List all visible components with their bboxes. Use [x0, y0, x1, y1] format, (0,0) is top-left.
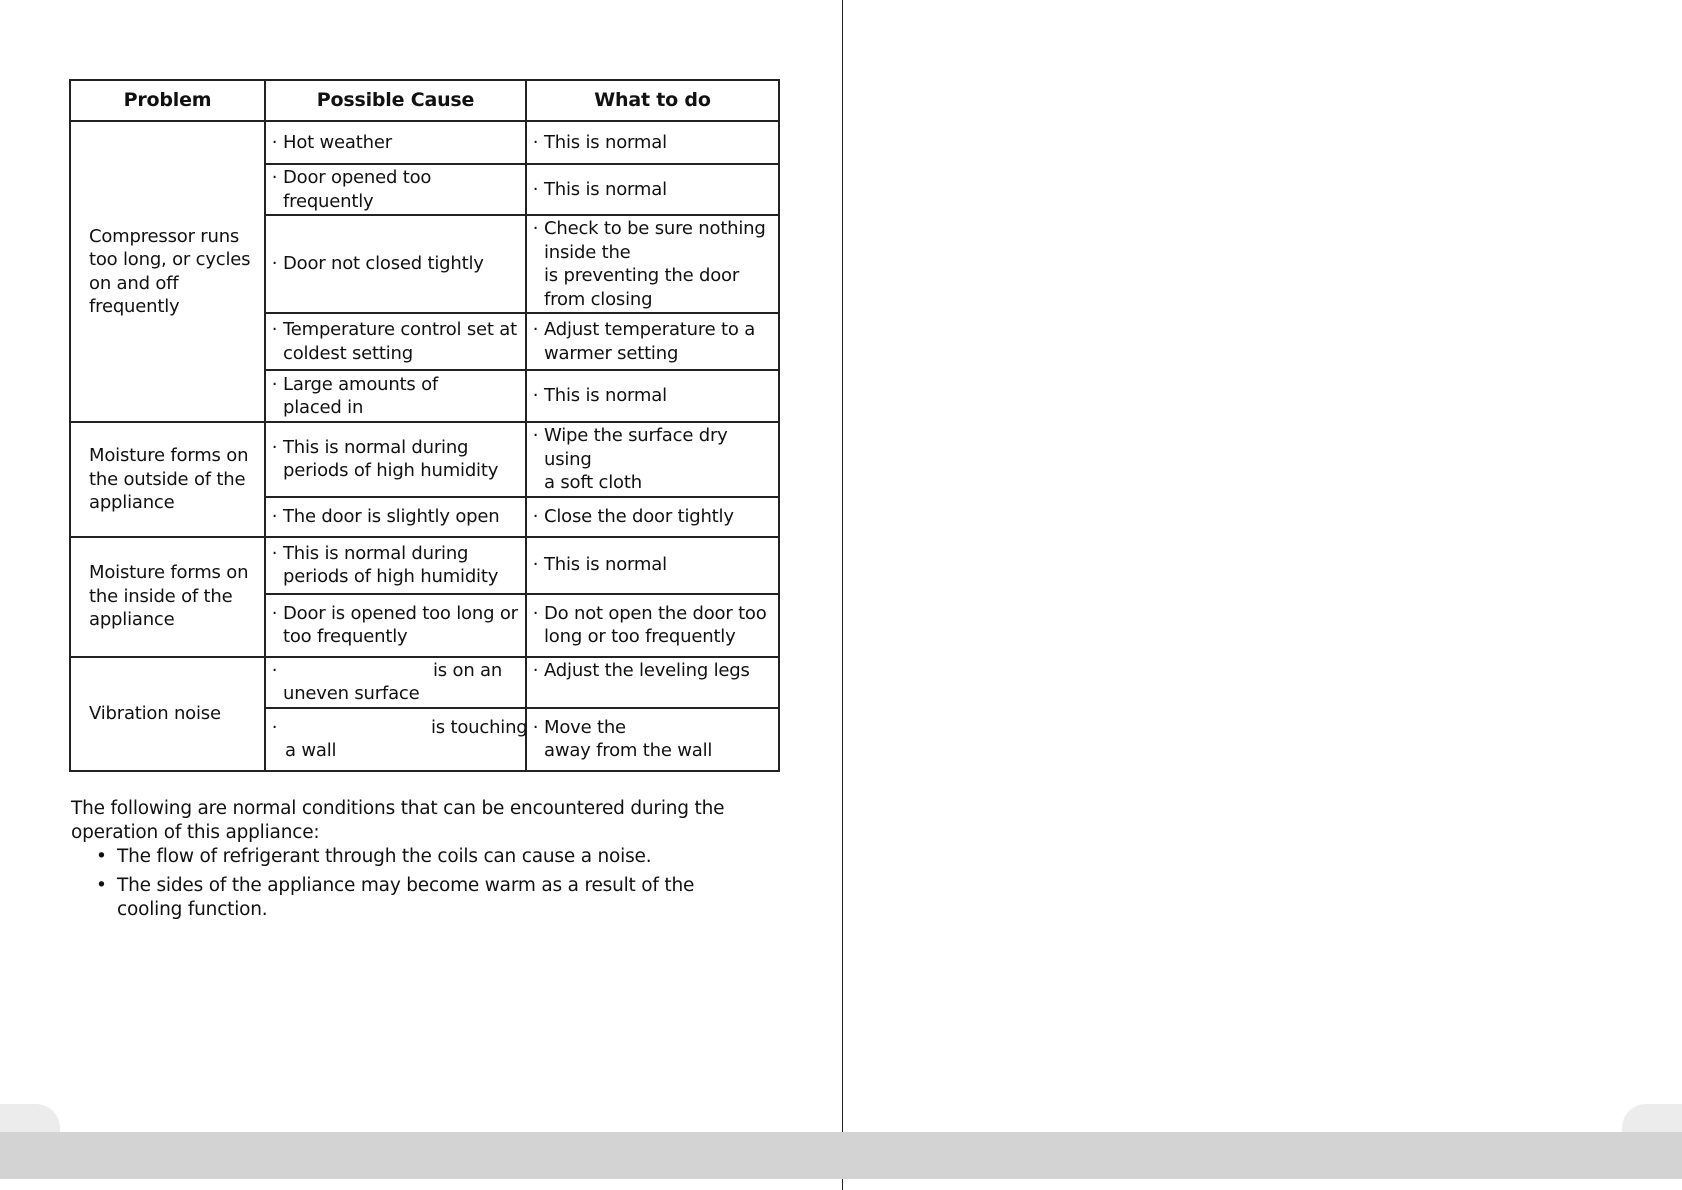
note-text: The flow of refrigerant through the coils can cause a noise.	[117, 846, 652, 867]
bullet-dot: ·	[271, 319, 278, 340]
problem-line: on and off	[89, 272, 179, 294]
cause-cell	[265, 121, 526, 164]
cause-line: The door is slightly open	[283, 505, 500, 527]
problem-line: Moisture forms on	[89, 445, 249, 466]
bullet-dot: ·	[532, 425, 539, 446]
problem-moisture-inside	[70, 537, 265, 657]
problem-line: frequently	[89, 296, 180, 317]
normal-conditions-notes	[71, 797, 791, 922]
bullet-dot: ·	[532, 505, 539, 527]
bullet-dot: ·	[271, 373, 278, 395]
bullet-dot: ·	[271, 716, 278, 738]
action-cell	[526, 164, 779, 215]
action-line: This is normal	[544, 385, 667, 407]
list-item	[96, 874, 791, 922]
table-row	[70, 121, 779, 164]
problem-line: Compressor runs	[89, 225, 240, 247]
cause-line: a wall	[285, 740, 337, 761]
action-line: from closing	[544, 288, 653, 310]
bullet-dot: •	[96, 875, 107, 896]
problem-line: the inside of the	[89, 585, 233, 607]
action-line: This is normal	[544, 554, 667, 576]
problem-moisture-outside	[70, 422, 265, 537]
bullet-dot: ·	[271, 436, 278, 458]
table-header-row	[70, 80, 779, 121]
header-possible-cause: Possible Cause	[265, 80, 526, 121]
action-cell	[526, 422, 779, 497]
cause-cell	[265, 164, 526, 215]
cause-line: frequently	[283, 190, 374, 212]
cause-line: coldest setting	[283, 342, 413, 364]
cause-line: This is normal during	[283, 542, 469, 564]
action-line: Close the door tightly	[544, 505, 734, 527]
action-line: This is normal	[544, 131, 667, 153]
action-line: inside the	[544, 241, 631, 263]
action-cell	[526, 497, 779, 537]
bullet-dot: ·	[271, 131, 278, 153]
table-row	[70, 537, 779, 594]
problem-line: too long, or cycles	[89, 249, 251, 270]
action-cell	[526, 370, 779, 422]
cause-cell	[265, 370, 526, 422]
cause-line: Door opened too	[283, 167, 432, 188]
bullet-dot: ·	[532, 131, 539, 153]
note-text: The sides of the appliance may become warm as a result of the cooling function.	[117, 875, 695, 920]
action-line: Move the	[544, 716, 626, 738]
notes-list	[71, 845, 791, 922]
bullet-dot: ·	[271, 602, 278, 624]
cause-line: Large amounts of	[283, 373, 439, 395]
bullet-dot: ·	[271, 505, 278, 527]
cause-line: Hot weather	[283, 131, 392, 153]
action-cell	[526, 121, 779, 164]
action-cell	[526, 215, 779, 313]
cause-line: uneven surface	[283, 683, 420, 704]
list-item	[96, 845, 791, 869]
cause-line: Temperature control set at	[283, 319, 517, 340]
action-line: Do not open the door too	[544, 602, 767, 624]
cause-cell	[265, 497, 526, 537]
action-line: Check to be sure nothing	[544, 218, 766, 239]
footer-band	[0, 1132, 1682, 1179]
bullet-dot: ·	[532, 218, 539, 239]
bullet-dot: •	[96, 846, 107, 867]
problem-line: Moisture forms on	[89, 562, 249, 584]
cause-line: Door is opened too long or	[283, 602, 518, 624]
action-line: long or too frequently	[544, 626, 736, 647]
right-page-tab	[1622, 1104, 1682, 1134]
problem-vibration-noise	[70, 657, 265, 771]
action-line: away from the wall	[544, 740, 713, 761]
bullet-dot: ·	[271, 659, 278, 681]
cause-line: is on an	[433, 659, 503, 681]
page-spread-divider	[842, 0, 843, 1190]
problem-line: Vibration noise	[89, 702, 221, 724]
bullet-dot: ·	[532, 385, 539, 407]
troubleshooting-table	[69, 79, 780, 772]
left-page-tab	[0, 1104, 60, 1134]
cause-line: Door not closed tightly	[283, 253, 484, 275]
bullet-dot: ·	[271, 253, 278, 275]
bullet-dot: ·	[532, 554, 539, 576]
cause-line: placed in	[283, 397, 364, 418]
action-cell	[526, 594, 779, 657]
header-what-to-do: What to do	[526, 80, 779, 121]
table-row	[70, 657, 779, 708]
cause-line: periods of high humidity	[283, 566, 499, 587]
action-line: a soft cloth	[544, 472, 642, 493]
bullet-dot: ·	[532, 659, 539, 681]
cause-line: is touching	[431, 716, 528, 738]
action-cell	[526, 313, 779, 370]
table-row	[70, 422, 779, 497]
bullet-dot: ·	[532, 716, 539, 738]
cause-cell	[265, 215, 526, 313]
cause-cell	[265, 708, 526, 771]
problem-line: appliance	[89, 609, 175, 631]
bullet-dot: ·	[532, 178, 539, 200]
action-cell	[526, 657, 779, 708]
cause-cell	[265, 422, 526, 497]
action-cell	[526, 708, 779, 771]
bullet-dot: ·	[532, 602, 539, 624]
cause-cell	[265, 594, 526, 657]
bullet-dot: ·	[271, 542, 278, 564]
bullet-dot: ·	[271, 167, 278, 188]
problem-line: appliance	[89, 492, 175, 513]
header-problem: Problem	[70, 80, 265, 121]
cause-line: periods of high humidity	[283, 460, 499, 482]
cause-cell	[265, 537, 526, 594]
action-line: This is normal	[544, 178, 667, 200]
problem-compressor	[70, 121, 265, 422]
bullet-dot: ·	[532, 319, 539, 340]
problem-line: the outside of the	[89, 468, 246, 490]
cause-cell	[265, 657, 526, 708]
action-cell	[526, 537, 779, 594]
action-line: Adjust temperature to a	[544, 319, 756, 340]
action-line: warmer setting	[544, 342, 679, 364]
cause-line: too frequently	[283, 626, 408, 647]
action-line: Wipe the surface dry using	[544, 425, 728, 470]
cause-cell	[265, 313, 526, 370]
cause-line: This is normal during	[283, 436, 469, 458]
notes-intro: The following are normal conditions that can be encountered during the operation of this appliance:	[71, 798, 725, 843]
action-line: is preventing the door	[544, 265, 740, 286]
action-line: Adjust the leveling legs	[544, 659, 750, 681]
